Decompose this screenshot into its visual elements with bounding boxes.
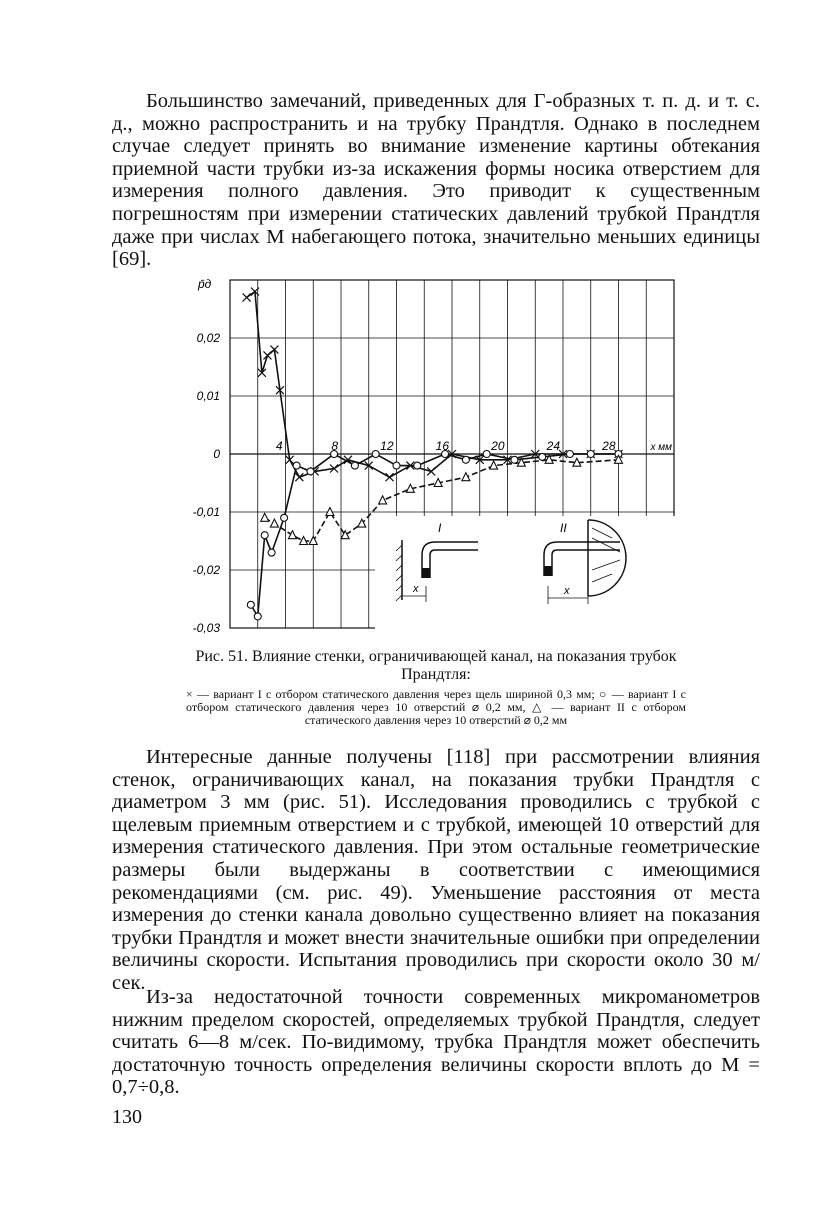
- inset-label-I: I: [438, 521, 442, 535]
- page-number: 130: [112, 1106, 142, 1128]
- data-point-circle: [393, 462, 400, 469]
- caption-legend: × — вариант I с отбором статического давления через щель шириной 0,3 мм; ○ — вариант I с отбором статического давления через 10 отверстий ⌀ 0,2 мм, △ — вариант II с отбором статического давления через 10 отверстий ⌀ 0,2 мм: [186, 687, 686, 727]
- data-point-circle: [566, 451, 573, 458]
- data-point-triangle: [379, 496, 387, 504]
- data-point-cross: [295, 473, 303, 481]
- caption-title: Рис. 51. Влияние стенки, ограничивающей канал, на показания трубок Прандтля:: [195, 648, 677, 683]
- data-point-circle: [254, 613, 261, 620]
- data-point-triangle: [490, 461, 498, 469]
- x-tick-label: 4: [275, 439, 283, 453]
- data-point-circle: [511, 456, 518, 463]
- data-point-circle: [268, 549, 275, 556]
- data-point-circle: [307, 468, 314, 475]
- data-point-circle: [351, 462, 358, 469]
- data-point-circle: [281, 514, 288, 521]
- data-point-triangle: [288, 531, 296, 539]
- data-point-triangle: [261, 513, 269, 521]
- chart-inset-sketches: [375, 516, 680, 630]
- data-point-circle: [483, 451, 490, 458]
- x-tick-label: 20: [491, 439, 505, 453]
- inset-label-x1: x: [413, 583, 419, 595]
- inset-label-x2: x: [564, 585, 570, 597]
- data-point-triangle: [270, 519, 278, 527]
- data-point-cross: [243, 293, 251, 301]
- paragraph-2: [112, 746, 760, 995]
- data-point-triangle: [326, 508, 334, 516]
- data-point-circle: [247, 601, 254, 608]
- x-tick-label: 28: [602, 439, 616, 453]
- y-tick-label: 0,02: [196, 331, 220, 345]
- paragraph-3: [112, 986, 760, 1099]
- y-axis-label: p̄д: [198, 277, 212, 291]
- data-point-circle: [261, 532, 268, 539]
- figure-caption: [186, 648, 686, 727]
- y-tick-label: -0,01: [192, 505, 220, 519]
- y-tick-label: 0,01: [196, 389, 220, 403]
- y-tick-label: -0,02: [192, 563, 220, 577]
- data-point-circle: [539, 453, 546, 460]
- y-tick-label: -0,03: [192, 621, 220, 635]
- data-point-circle: [372, 451, 379, 458]
- x-axis-label: x мм: [650, 442, 672, 453]
- y-tick-label: 0: [213, 447, 220, 461]
- data-point-circle: [462, 456, 469, 463]
- paragraph-text: Большинство замечаний, приведенных для Г-образных т. п. д. и т. с. д., можно распространить и на трубку Прандтля. Однако в последнем случае следует принять во внимание изменение картины обтекания приемной части трубки из-за искажения формы носика отверстием для измерения полного давления. Это приводит к существенным погрешностям при измерении статических давлений трубкой Прандтля даже при числах M набегающего потока, значительно меньших единицы [69].: [112, 90, 760, 271]
- x-tick-label: 12: [380, 439, 394, 453]
- x-tick-label: 24: [546, 439, 560, 453]
- x-tick-label: 8: [331, 439, 338, 453]
- figure-51-chart: [180, 270, 680, 640]
- data-point-circle: [414, 462, 421, 469]
- inset-label-II: II: [560, 521, 567, 535]
- data-point-circle: [293, 462, 300, 469]
- paragraph-text: Из-за недостаточной точности современных микроманометров нижним пределом скоростей, определяемых трубкой Прандтля, следует считать 6—8 м/сек. По-видимому, трубка Прандтля может обеспечить достаточную точность определения величины скорости вплоть до M = 0,7÷0,8.: [112, 986, 760, 1099]
- paragraph-text: Интересные данные получены [118] при рассмотрении влияния стенок, ограничивающих канал, на показания трубки Прандтля с диаметром 3 мм (рис. 51). Исследования проводились с трубкой с щелевым приемным отверстием и с трубкой, имеющей 10 отверстий для измерения статического давления. При этом остальные геометрические размеры были выдержаны в соответствии с имеющимися рекомендациями (см. рис. 49). Уменьшение расстояния от места измерения до стенки канала довольно существенно влияет на показания трубки Прандтля и может внести значительные ошибки при определении величины скорости. Испытания проводились при скорости около 30 м/сек.: [112, 746, 760, 994]
- data-point-circle: [587, 451, 594, 458]
- data-point-cross: [386, 473, 394, 481]
- paragraph-1: [112, 90, 760, 271]
- x-tick-label: 16: [435, 439, 449, 453]
- data-point-cross: [263, 351, 271, 359]
